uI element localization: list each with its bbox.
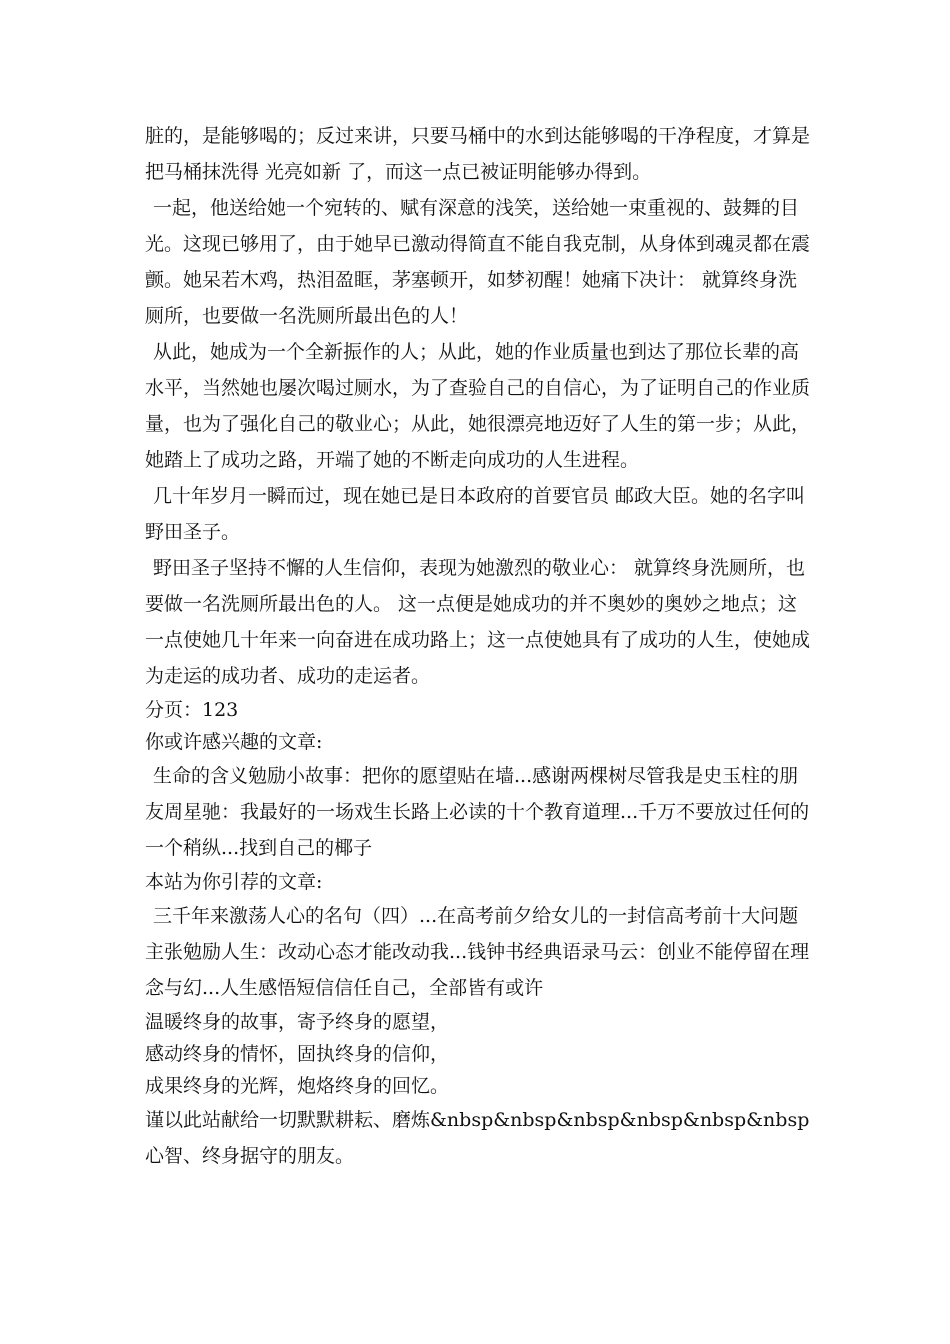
document-body bbox=[145, 118, 810, 1174]
dedication-text: 谨以此站献给一切默默耕耘、磨炼&nbsp&nbsp&nbsp&nbsp&nbsp&nbsp心智、终身据守的朋友。 bbox=[145, 1109, 810, 1167]
recommended-articles-heading: 本站为你引荐的文章: bbox=[145, 871, 323, 893]
verse-line-3: 成果终身的光辉，炮烙终身的回忆。 bbox=[145, 1075, 450, 1097]
paragraph-belief: 野田圣子坚持不懈的人生信仰，表现为她激烈的敬业心： 就算终身洗厕所，也要做一名洗厕所最出色的人。 这一点便是她成功的并不奥妙的奥妙之地点；这一点使她几十年来一向奋进在成功路上；这一点使她具有了成功的人生，使她成为走运的成功者、成功的走运者。 bbox=[145, 557, 811, 687]
paragraph-minister: 几十年岁月一瞬而过，现在她已是日本政府的首要官员 邮政大臣。她的名字叫野田圣子。 bbox=[145, 485, 806, 543]
related-articles-heading: 你或许感兴趣的文章: bbox=[145, 731, 323, 753]
pagination-text: 分页：123 bbox=[145, 699, 239, 721]
paragraph-cleanliness: 脏的，是能够喝的；反过来讲，只要马桶中的水到达能够喝的干净程度，才算是把马桶抹洗得 光亮如新 了，而这一点已被证明能够办得到。 bbox=[145, 125, 811, 183]
paragraph-new-person: 从此，她成为一个全新振作的人；从此，她的作业质量也到达了那位长辈的高水平，当然她也屡次喝过厕水，为了查验自己的自信心，为了证明自己的作业质量，也为了强化自己的敬业心；从此，她很漂亮地迈好了人生的第一步；从此，她踏上了成功之路，开端了她的不断走向成功的人生进程。 bbox=[145, 341, 811, 471]
recommended-articles-list: 三千年来激荡人心的名句（四）...在高考前夕给女儿的一封信高考前十大问题主张勉励人生：改动心态才能改动我...钱钟书经典语录马云：创业不能停留在理念与幻...人生感悟短信信任自己，全部皆有或许 bbox=[145, 905, 810, 999]
verse-line-1: 温暖终身的故事，寄予终身的愿望， bbox=[145, 1011, 450, 1033]
paragraph-smile: 一起，他送给她一个宛转的、赋有深意的浅笑，送给她一束重视的、鼓舞的目光。这现已够用了，由于她早已激动得简直不能自我克制，从身体到魂灵都在震颤。她呆若木鸡，热泪盈眶，茅塞顿开，如梦初醒！她痛下决计： 就算终身洗厕所，也要做一名洗厕所最出色的人！ bbox=[145, 197, 811, 327]
verse-line-2: 感动终身的情怀，固执终身的信仰， bbox=[145, 1043, 450, 1065]
related-articles-list: 生命的含义勉励小故事：把你的愿望贴在墙...感谢两棵树尽管我是史玉柱的朋友周星驰：我最好的一场戏生长路上必读的十个教育道理...千万不要放过任何的一个稍纵...找到自己的椰子 bbox=[145, 765, 810, 859]
